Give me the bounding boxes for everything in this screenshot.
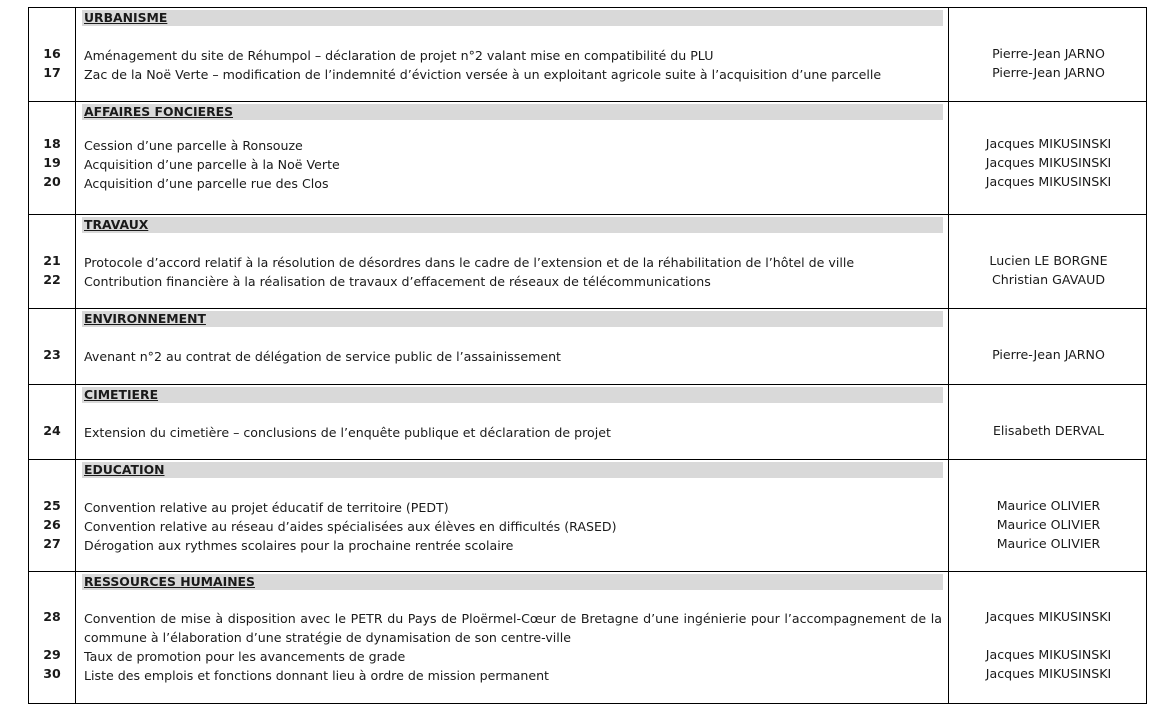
- column-divider: [75, 102, 76, 214]
- section-header: [82, 104, 943, 120]
- item-number: 20: [43, 174, 61, 189]
- item-title: Liste des emplois et fonctions donnant lieu à ordre de mission permanent: [84, 668, 549, 683]
- item-rapporteur: Jacques MIKUSINSKI: [985, 136, 1112, 151]
- column-divider: [948, 385, 949, 459]
- section-header: [82, 574, 943, 590]
- item-title: Convention relative au réseau d’aides spécialisées aux élèves en difficultés (RASED): [84, 519, 617, 534]
- column-divider: [75, 572, 76, 703]
- item-rapporteur: Jacques MIKUSINSKI: [985, 609, 1112, 624]
- agenda-section: [28, 308, 1147, 385]
- item-number: 16: [43, 46, 61, 61]
- item-rapporteur: Pierre-Jean JARNO: [992, 46, 1105, 61]
- item-rapporteur: Lucien LE BORGNE: [989, 253, 1108, 268]
- item-title: Acquisition d’une parcelle rue des Clos: [84, 176, 329, 191]
- item-title: Contribution financière à la réalisation de travaux d’effacement de réseaux de télécommunications: [84, 274, 711, 289]
- section-title: TRAVAUX: [84, 217, 149, 232]
- column-divider: [948, 460, 949, 571]
- item-title: Extension du cimetière – conclusions de l’enquête publique et déclaration de projet: [84, 425, 611, 440]
- item-title: Convention de mise à disposition avec le PETR du Pays de Ploërmel-Cœur de Bretagne d’une ingénierie pour l’accompagnement de la commune à l’élaboration d’une stratégie de dynamisation de son centre-ville: [84, 611, 942, 645]
- item-number: 25: [43, 498, 61, 513]
- item-number: 17: [43, 65, 61, 80]
- item-title: Cession d’une parcelle à Ronsouze: [84, 138, 303, 153]
- item-title: Dérogation aux rythmes scolaires pour la prochaine rentrée scolaire: [84, 538, 514, 553]
- item-number: 28: [43, 609, 61, 624]
- column-divider: [75, 309, 76, 384]
- column-divider: [75, 215, 76, 308]
- item-rapporteur: Maurice OLIVIER: [996, 536, 1101, 551]
- item-rapporteur: Maurice OLIVIER: [996, 517, 1101, 532]
- agenda-section: [28, 459, 1147, 572]
- item-number: 29: [43, 647, 61, 662]
- item-rapporteur: Maurice OLIVIER: [996, 498, 1101, 513]
- item-rapporteur: Pierre-Jean JARNO: [992, 65, 1105, 80]
- agenda-section: [28, 7, 1147, 102]
- item-number: 21: [43, 253, 61, 268]
- column-divider: [948, 572, 949, 703]
- section-title: CIMETIERE: [84, 387, 159, 402]
- item-number: 30: [43, 666, 61, 681]
- item-number: 26: [43, 517, 61, 532]
- section-title: RESSOURCES HUMAINES: [84, 574, 255, 589]
- section-title: AFFAIRES FONCIERES: [84, 104, 234, 119]
- item-title: Protocole d’accord relatif à la résolution de désordres dans le cadre de l’extension et de la réhabilitation de l’hôtel de ville: [84, 255, 855, 270]
- column-divider: [75, 385, 76, 459]
- item-rapporteur: Jacques MIKUSINSKI: [985, 647, 1112, 662]
- item-rapporteur: Jacques MIKUSINSKI: [985, 155, 1112, 170]
- section-header: [82, 10, 943, 26]
- section-header: [82, 387, 943, 403]
- item-number: 24: [43, 423, 61, 438]
- item-title: Convention relative au projet éducatif de territoire (PEDT): [84, 500, 449, 515]
- section-title: URBANISME: [84, 10, 168, 25]
- item-rapporteur: Elisabeth DERVAL: [992, 423, 1105, 438]
- agenda-section: [28, 384, 1147, 460]
- item-number: 23: [43, 347, 61, 362]
- item-title: Zac de la Noë Verte – modification de l’indemnité d’éviction versée à un exploitant agricole suite à l’acquisition d’une parcelle: [84, 67, 882, 82]
- item-rapporteur: Christian GAVAUD: [991, 272, 1106, 287]
- section-title: EDUCATION: [84, 462, 165, 477]
- section-header: [82, 217, 943, 233]
- item-number: 18: [43, 136, 61, 151]
- section-title: ENVIRONNEMENT: [84, 311, 206, 326]
- item-rapporteur: Jacques MIKUSINSKI: [985, 174, 1112, 189]
- item-rapporteur: Pierre-Jean JARNO: [992, 347, 1105, 362]
- agenda-section: [28, 571, 1147, 704]
- item-title: Aménagement du site de Réhumpol – déclaration de projet n°2 valant mise en compatibilité du PLU: [84, 48, 714, 63]
- item-number: 19: [43, 155, 61, 170]
- item-title: Avenant n°2 au contrat de délégation de service public de l’assainissement: [84, 349, 562, 364]
- section-header: [82, 462, 943, 478]
- item-title: Taux de promotion pour les avancements de grade: [84, 649, 406, 664]
- section-header: [82, 311, 943, 327]
- item-number: 27: [43, 536, 61, 551]
- column-divider: [75, 460, 76, 571]
- column-divider: [75, 8, 76, 101]
- item-number: 22: [43, 272, 61, 287]
- agenda-section: [28, 101, 1147, 215]
- agenda-section: [28, 214, 1147, 309]
- item-rapporteur: Jacques MIKUSINSKI: [985, 666, 1112, 681]
- item-title: Acquisition d’une parcelle à la Noë Verte: [84, 157, 340, 172]
